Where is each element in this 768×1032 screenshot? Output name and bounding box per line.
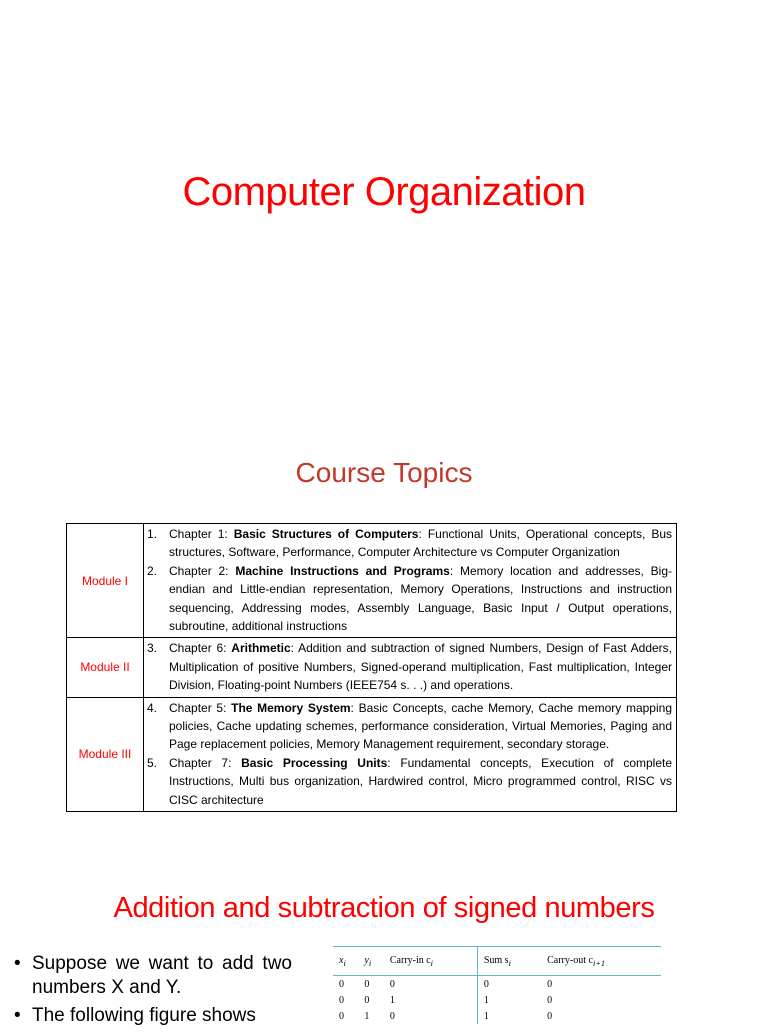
course-topics-table xyxy=(66,523,677,812)
module-topics xyxy=(144,638,677,697)
chapter-description: : Fundamental concepts, Execution of complete Instructions, Multi bus organization, Hardwired control, Micro programmed control, RISC vs CISC architecture xyxy=(169,755,673,807)
module-row xyxy=(67,697,677,811)
header-carry-in: Carry-in $c_i$ xyxy=(384,947,477,976)
chapter-title: The Memory System xyxy=(231,700,351,715)
chapter-item xyxy=(147,699,672,754)
page-title: Computer Organization xyxy=(182,170,586,214)
chapter-number: 1. xyxy=(147,527,158,541)
full-adder-truth-table xyxy=(333,946,661,1024)
cell: 0 xyxy=(389,978,395,990)
chapter-item xyxy=(147,525,672,562)
truth-table-row xyxy=(333,1008,661,1024)
chapter-description: : Addition and subtraction of signed Numbers, Design of Fast Adders, Multiplication of positive Numbers, Signed-operand multiplication, Fast multiplication, Integer Division, Floating-point Numbers (IEEE754 s. . .) and operations. xyxy=(169,641,673,693)
cell: 0 xyxy=(339,1010,344,1022)
cell: 0 xyxy=(339,994,344,1006)
module-topics xyxy=(144,524,677,638)
cell: 0 xyxy=(547,994,553,1006)
chapter-item xyxy=(147,639,672,694)
chapter-prefix: Chapter 1: xyxy=(169,527,234,541)
cell: 0 xyxy=(364,994,370,1006)
bullet-list xyxy=(14,952,292,1032)
chapter-number: 2. xyxy=(147,563,158,578)
module-topics xyxy=(144,697,677,811)
chapter-number: 3. xyxy=(147,641,158,656)
cell: 1 xyxy=(389,994,395,1006)
cell: 0 xyxy=(547,1010,553,1022)
chapter-title: Basic Processing Units xyxy=(241,755,388,770)
header-y: $y_i$ xyxy=(358,947,383,976)
bullet-item: • Suppose we want to add two numbers X and Y. xyxy=(14,952,292,1000)
cell: 1 xyxy=(477,1008,541,1024)
cell: 0 xyxy=(339,978,344,990)
chapter-title: Arithmetic xyxy=(231,641,291,656)
cell: 0 xyxy=(547,978,553,990)
chapter-prefix: Chapter 5: xyxy=(169,700,232,715)
chapter-prefix: Chapter 2: xyxy=(169,563,236,578)
cell: 0 xyxy=(364,978,370,990)
cell: 0 xyxy=(477,976,541,993)
section-heading: Addition and subtraction of signed numbers xyxy=(113,892,655,924)
chapter-prefix: Chapter 7: xyxy=(169,755,242,770)
chapter-item xyxy=(147,562,672,636)
chapter-item xyxy=(147,754,672,809)
module-row xyxy=(67,524,677,638)
header-sum: Sum $s_i$ xyxy=(477,947,541,976)
truth-table-header-row xyxy=(333,947,661,976)
chapter-number: 5. xyxy=(147,755,158,770)
module-label: Module II xyxy=(67,638,144,697)
chapter-prefix: Chapter 6: xyxy=(169,641,232,656)
module-row xyxy=(67,638,677,697)
cell: 0 xyxy=(389,1010,395,1022)
truth-table-row xyxy=(333,992,661,1008)
chapter-title: Machine Instructions and Programs xyxy=(235,563,450,578)
chapter-description: : Memory location and addresses, Big-endian and Little-endian representation, Memory Operations, Instructions and instruction sequencing, Addressing modes, Assembly Language, Basic Input / Output operations, subroutine, additional instructions xyxy=(169,563,673,634)
chapter-title: Basic Structures of Computers xyxy=(233,527,419,541)
chapter-text xyxy=(169,639,672,694)
cell: 1 xyxy=(477,992,541,1008)
bullet-item: • The following figure shows xyxy=(14,1004,292,1028)
module-label: Module III xyxy=(67,697,144,811)
truth-table-row xyxy=(333,976,661,993)
module-label: Module I xyxy=(67,524,144,638)
chapter-number: 4. xyxy=(147,700,158,715)
chapter-text xyxy=(169,754,672,809)
header-carry-out: Carry-out $c_{i+1}$ xyxy=(541,947,661,976)
chapter-text xyxy=(169,699,672,754)
header-x: $x_i$ xyxy=(333,947,358,976)
chapter-text xyxy=(169,562,672,636)
course-topics-heading: Course Topics xyxy=(295,457,473,488)
chapter-description: : Basic Concepts, cache Memory, Cache memory mapping policies, Cache updating schemes, performance consideration, Virtual Memories, Paging and Page replacement policies, Memory Management requirement, secondary storage. xyxy=(169,700,672,752)
chapter-description: : Functional Units, Operational concepts, Bus structures, Software, Performance, Computer Architecture vs Computer Organization xyxy=(169,527,672,560)
chapter-text xyxy=(169,525,672,562)
cell: 1 xyxy=(364,1010,370,1022)
